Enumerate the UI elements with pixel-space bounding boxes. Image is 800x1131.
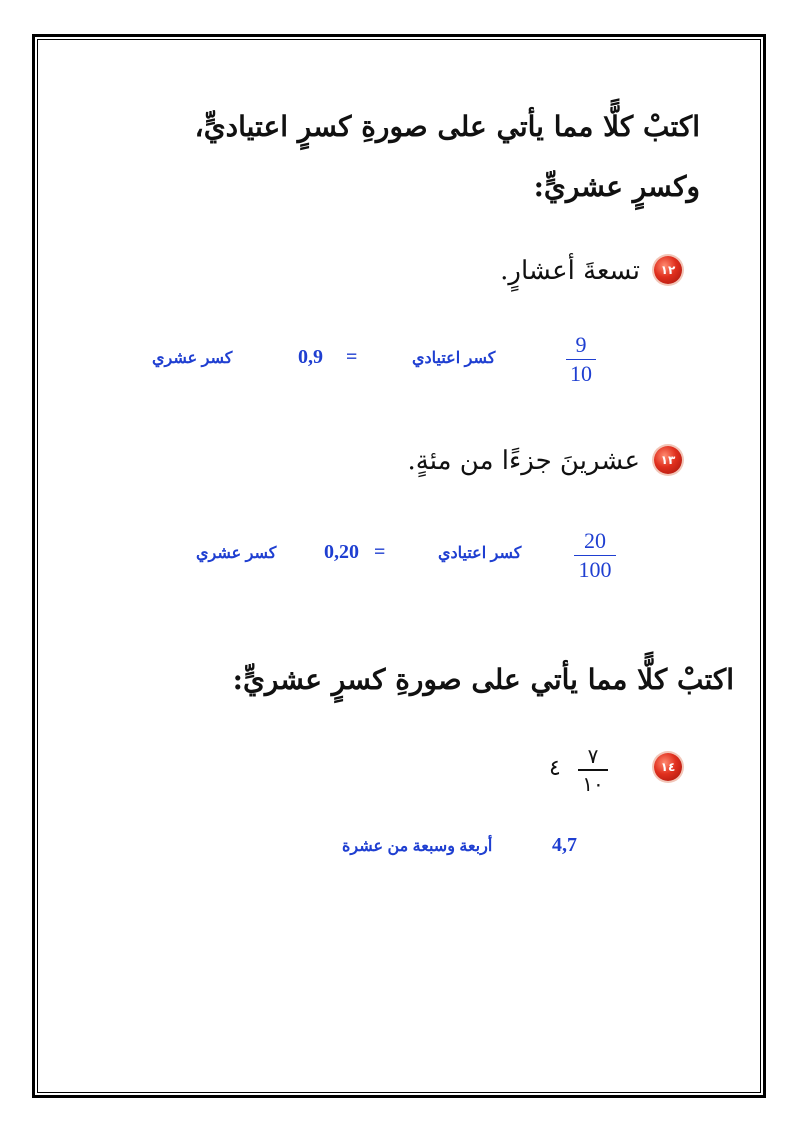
question-number-badge: ١٤ xyxy=(654,753,682,781)
answer-13-decimal: 0,20 xyxy=(324,541,359,563)
fraction-bar xyxy=(578,769,608,771)
fraction-bar xyxy=(566,359,596,360)
fraction-numerator: ٧ xyxy=(587,744,599,768)
answer-14-decimal: 4,7 xyxy=(552,834,577,856)
question-number-badge: ١٣ xyxy=(654,446,682,474)
fraction-numerator: 9 xyxy=(575,332,587,357)
answer-13-common-label: كسر اعتيادي xyxy=(438,545,522,562)
instruction-heading-line2: وكسرٍ عشريٍّ: xyxy=(533,170,700,203)
answer-13-decimal-label: كسر عشري xyxy=(196,545,277,562)
question-12-text: تسعةَ أعشارٍ. xyxy=(500,256,640,286)
fraction-denominator: 100 xyxy=(578,557,612,582)
answer-12-decimal-label: كسر عشري xyxy=(152,350,233,367)
fraction-numerator: 20 xyxy=(584,528,606,553)
question-14-fraction xyxy=(578,746,608,794)
question-13-text: عشرينَ جزءًا من مئةٍ. xyxy=(407,446,640,476)
answer-13-equals: = xyxy=(374,541,386,563)
answer-13-fraction xyxy=(574,530,616,581)
fraction-denominator: 10 xyxy=(570,361,592,386)
question-14-whole: ٤ xyxy=(549,756,561,781)
answer-12-common-label: كسر اعتيادي xyxy=(412,350,496,367)
answer-12-decimal: 0,9 xyxy=(298,346,323,368)
answer-14-words: أربعة وسبعة من عشرة xyxy=(342,838,493,855)
answer-12-fraction xyxy=(566,334,596,385)
fraction-bar xyxy=(574,555,616,556)
question-number-badge: ١٢ xyxy=(654,256,682,284)
answer-12-equals: = xyxy=(346,346,358,368)
fraction-denominator: ١٠ xyxy=(582,772,604,796)
instruction-heading-2: اكتبْ كلًّا مما يأتي على صورةِ كسرٍ عشريٍّ: xyxy=(232,663,734,696)
instruction-heading-line1: اكتبْ كلًّا مما يأتي على صورةِ كسرٍ اعتياديٍّ، xyxy=(194,110,700,143)
